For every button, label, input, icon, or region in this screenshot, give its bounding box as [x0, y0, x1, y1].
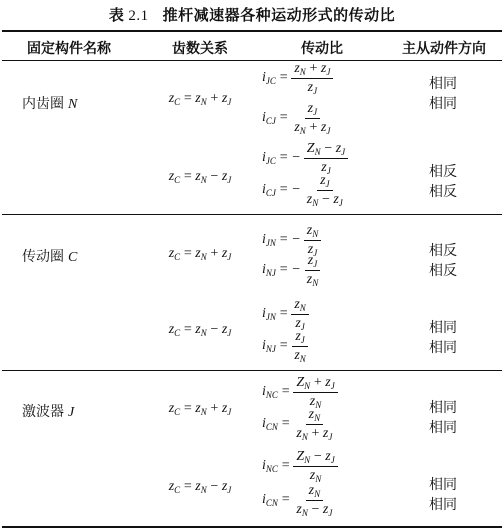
fixed-member-name [22, 401, 74, 421]
ratio-symbol: $i_{CJ}$ [262, 110, 276, 126]
fraction-numerator: $z_N$ [306, 483, 323, 501]
direction-label: 相反 [429, 243, 457, 259]
fraction [304, 173, 346, 208]
fraction-numerator: $z_N$ [291, 297, 308, 315]
transmission-ratio [262, 449, 382, 483]
fraction-denominator: $z_N - z_J$ [296, 501, 333, 518]
fraction-denominator: $z_N - z_J$ [306, 191, 343, 208]
fraction-numerator: $z_N$ [304, 223, 321, 241]
transmission-ratio [262, 141, 382, 175]
ratio-symbol: $i_{NC}$ [262, 384, 278, 400]
fraction-numerator: $z_J$ [292, 329, 307, 347]
ratio-symbol: $i_{JN}$ [262, 306, 276, 322]
fixed-member-label: 传动圈 [22, 249, 64, 265]
direction-label: 相同 [429, 400, 457, 416]
negative-sign: − [291, 232, 301, 247]
fixed-member-symbol: C [68, 250, 78, 265]
fixed-member-symbol: J [68, 405, 75, 420]
direction-label: 相反 [429, 263, 457, 279]
table-title-prefix: 表 [108, 6, 125, 24]
bottom-rule [2, 526, 502, 528]
header-transmission-ratio: 传动比 [301, 41, 343, 57]
direction-label: 相同 [429, 477, 457, 493]
equals-sign: = [280, 458, 291, 473]
ratio-symbol: $i_{JC}$ [262, 70, 276, 86]
header-rule [2, 60, 502, 61]
transmission-ratio [262, 253, 382, 287]
table-number: 2.1 [128, 8, 149, 24]
header-tooth-relation: 齿数关系 [172, 41, 228, 57]
direction-label: 相反 [429, 164, 457, 180]
fraction [291, 329, 308, 364]
fraction-denominator: $z_N$ [309, 467, 322, 484]
fraction [291, 297, 308, 332]
fraction [293, 407, 335, 442]
fraction-denominator: $z_N$ [309, 393, 322, 410]
ratio-symbol: $i_{JN}$ [262, 232, 276, 248]
fraction [293, 375, 337, 410]
fraction-denominator: $z_N + z_J$ [294, 119, 331, 136]
transmission-ratio [262, 483, 382, 517]
fraction-denominator: $z_N$ [294, 347, 306, 364]
ratio-symbol: $i_{CN}$ [262, 492, 278, 508]
transmission-ratio [262, 297, 382, 331]
header-direction: 主从动件方向 [402, 41, 486, 57]
fraction-denominator: $z_J$ [295, 315, 305, 332]
ratio-symbol: $i_{CJ}$ [262, 182, 276, 198]
ratio-symbol: $i_{NJ}$ [262, 262, 276, 278]
fraction-numerator: $Z_N - z_J$ [293, 449, 337, 467]
equals-sign: = [278, 262, 289, 277]
equals-sign: = [278, 306, 289, 321]
fixed-member-name [22, 93, 77, 113]
negative-sign: − [291, 150, 301, 165]
equals-sign: = [278, 110, 289, 125]
fraction [304, 253, 321, 288]
direction-label: 相同 [429, 76, 457, 92]
equals-sign: = [278, 150, 289, 165]
direction-label: 相同 [429, 96, 457, 112]
ratio-symbol: $i_{JC}$ [262, 150, 276, 166]
equals-sign: = [278, 232, 289, 247]
group-divider [2, 370, 502, 371]
header-fixed-member: 固定构件名称 [27, 41, 111, 57]
fraction-numerator: $z_J$ [305, 101, 320, 119]
fraction [291, 101, 333, 136]
direction-label: 相反 [429, 184, 457, 200]
transmission-ratio [262, 407, 382, 441]
equals-sign: = [278, 182, 289, 197]
group-divider [2, 214, 502, 215]
table-title-text: 推杆减速器各种运动形式的传动比 [162, 6, 396, 24]
fraction [293, 483, 335, 518]
fraction-numerator: $Z_N - z_J$ [304, 141, 348, 159]
equals-sign: = [280, 492, 291, 507]
ratio-symbol: $i_{NC}$ [262, 458, 278, 474]
fraction-denominator: $z_J$ [307, 79, 318, 96]
tooth-relation: $z_C = z_N - z_J$ [168, 169, 232, 185]
equals-sign: = [280, 384, 291, 399]
fraction-denominator: $z_N + z_J$ [296, 425, 333, 442]
direction-label: 相同 [429, 420, 457, 436]
fraction [304, 141, 348, 176]
fraction-denominator: $z_N$ [306, 271, 319, 288]
transmission-ratio [262, 223, 382, 257]
fraction-numerator: $z_J$ [305, 253, 320, 271]
fraction-denominator: $z_J$ [321, 159, 331, 176]
direction-label: 相同 [429, 340, 457, 356]
fraction-numerator: $z_J$ [317, 173, 332, 191]
fraction [291, 61, 333, 96]
equals-sign: = [278, 338, 289, 353]
transmission-ratio [262, 375, 382, 409]
fraction-numerator: $z_N$ [306, 407, 323, 425]
fraction-numerator: $Z_N + z_J$ [293, 375, 337, 393]
tooth-relation: $z_C = z_N - z_J$ [168, 479, 232, 495]
equals-sign: = [278, 70, 289, 85]
tooth-relation: $z_C = z_N + z_J$ [168, 246, 232, 262]
transmission-ratio [262, 61, 382, 95]
fixed-member-symbol: N [68, 97, 78, 112]
top-rule [2, 30, 502, 32]
ratio-symbol: $i_{CN}$ [262, 416, 278, 432]
transmission-ratio [262, 329, 382, 363]
fraction [293, 449, 337, 484]
negative-sign: − [291, 182, 301, 197]
fixed-member-name [22, 246, 77, 266]
fixed-member-label: 激波器 [22, 404, 64, 420]
negative-sign: − [291, 262, 301, 277]
ratio-symbol: $i_{NJ}$ [262, 338, 276, 354]
tooth-relation: $z_C = z_N - z_J$ [168, 322, 232, 338]
fraction-numerator: $z_N + z_J$ [291, 61, 333, 79]
direction-label: 相同 [429, 497, 457, 513]
table-title [0, 4, 504, 25]
transmission-ratio [262, 101, 382, 135]
transmission-ratio [262, 173, 382, 207]
direction-label: 相同 [429, 320, 457, 336]
equals-sign: = [280, 416, 291, 431]
tooth-relation: $z_C = z_N + z_J$ [168, 91, 232, 107]
fraction-denominator: $z_J$ [307, 241, 318, 258]
tooth-relation: $z_C = z_N + z_J$ [168, 401, 232, 417]
fixed-member-label: 内齿圈 [22, 96, 64, 112]
